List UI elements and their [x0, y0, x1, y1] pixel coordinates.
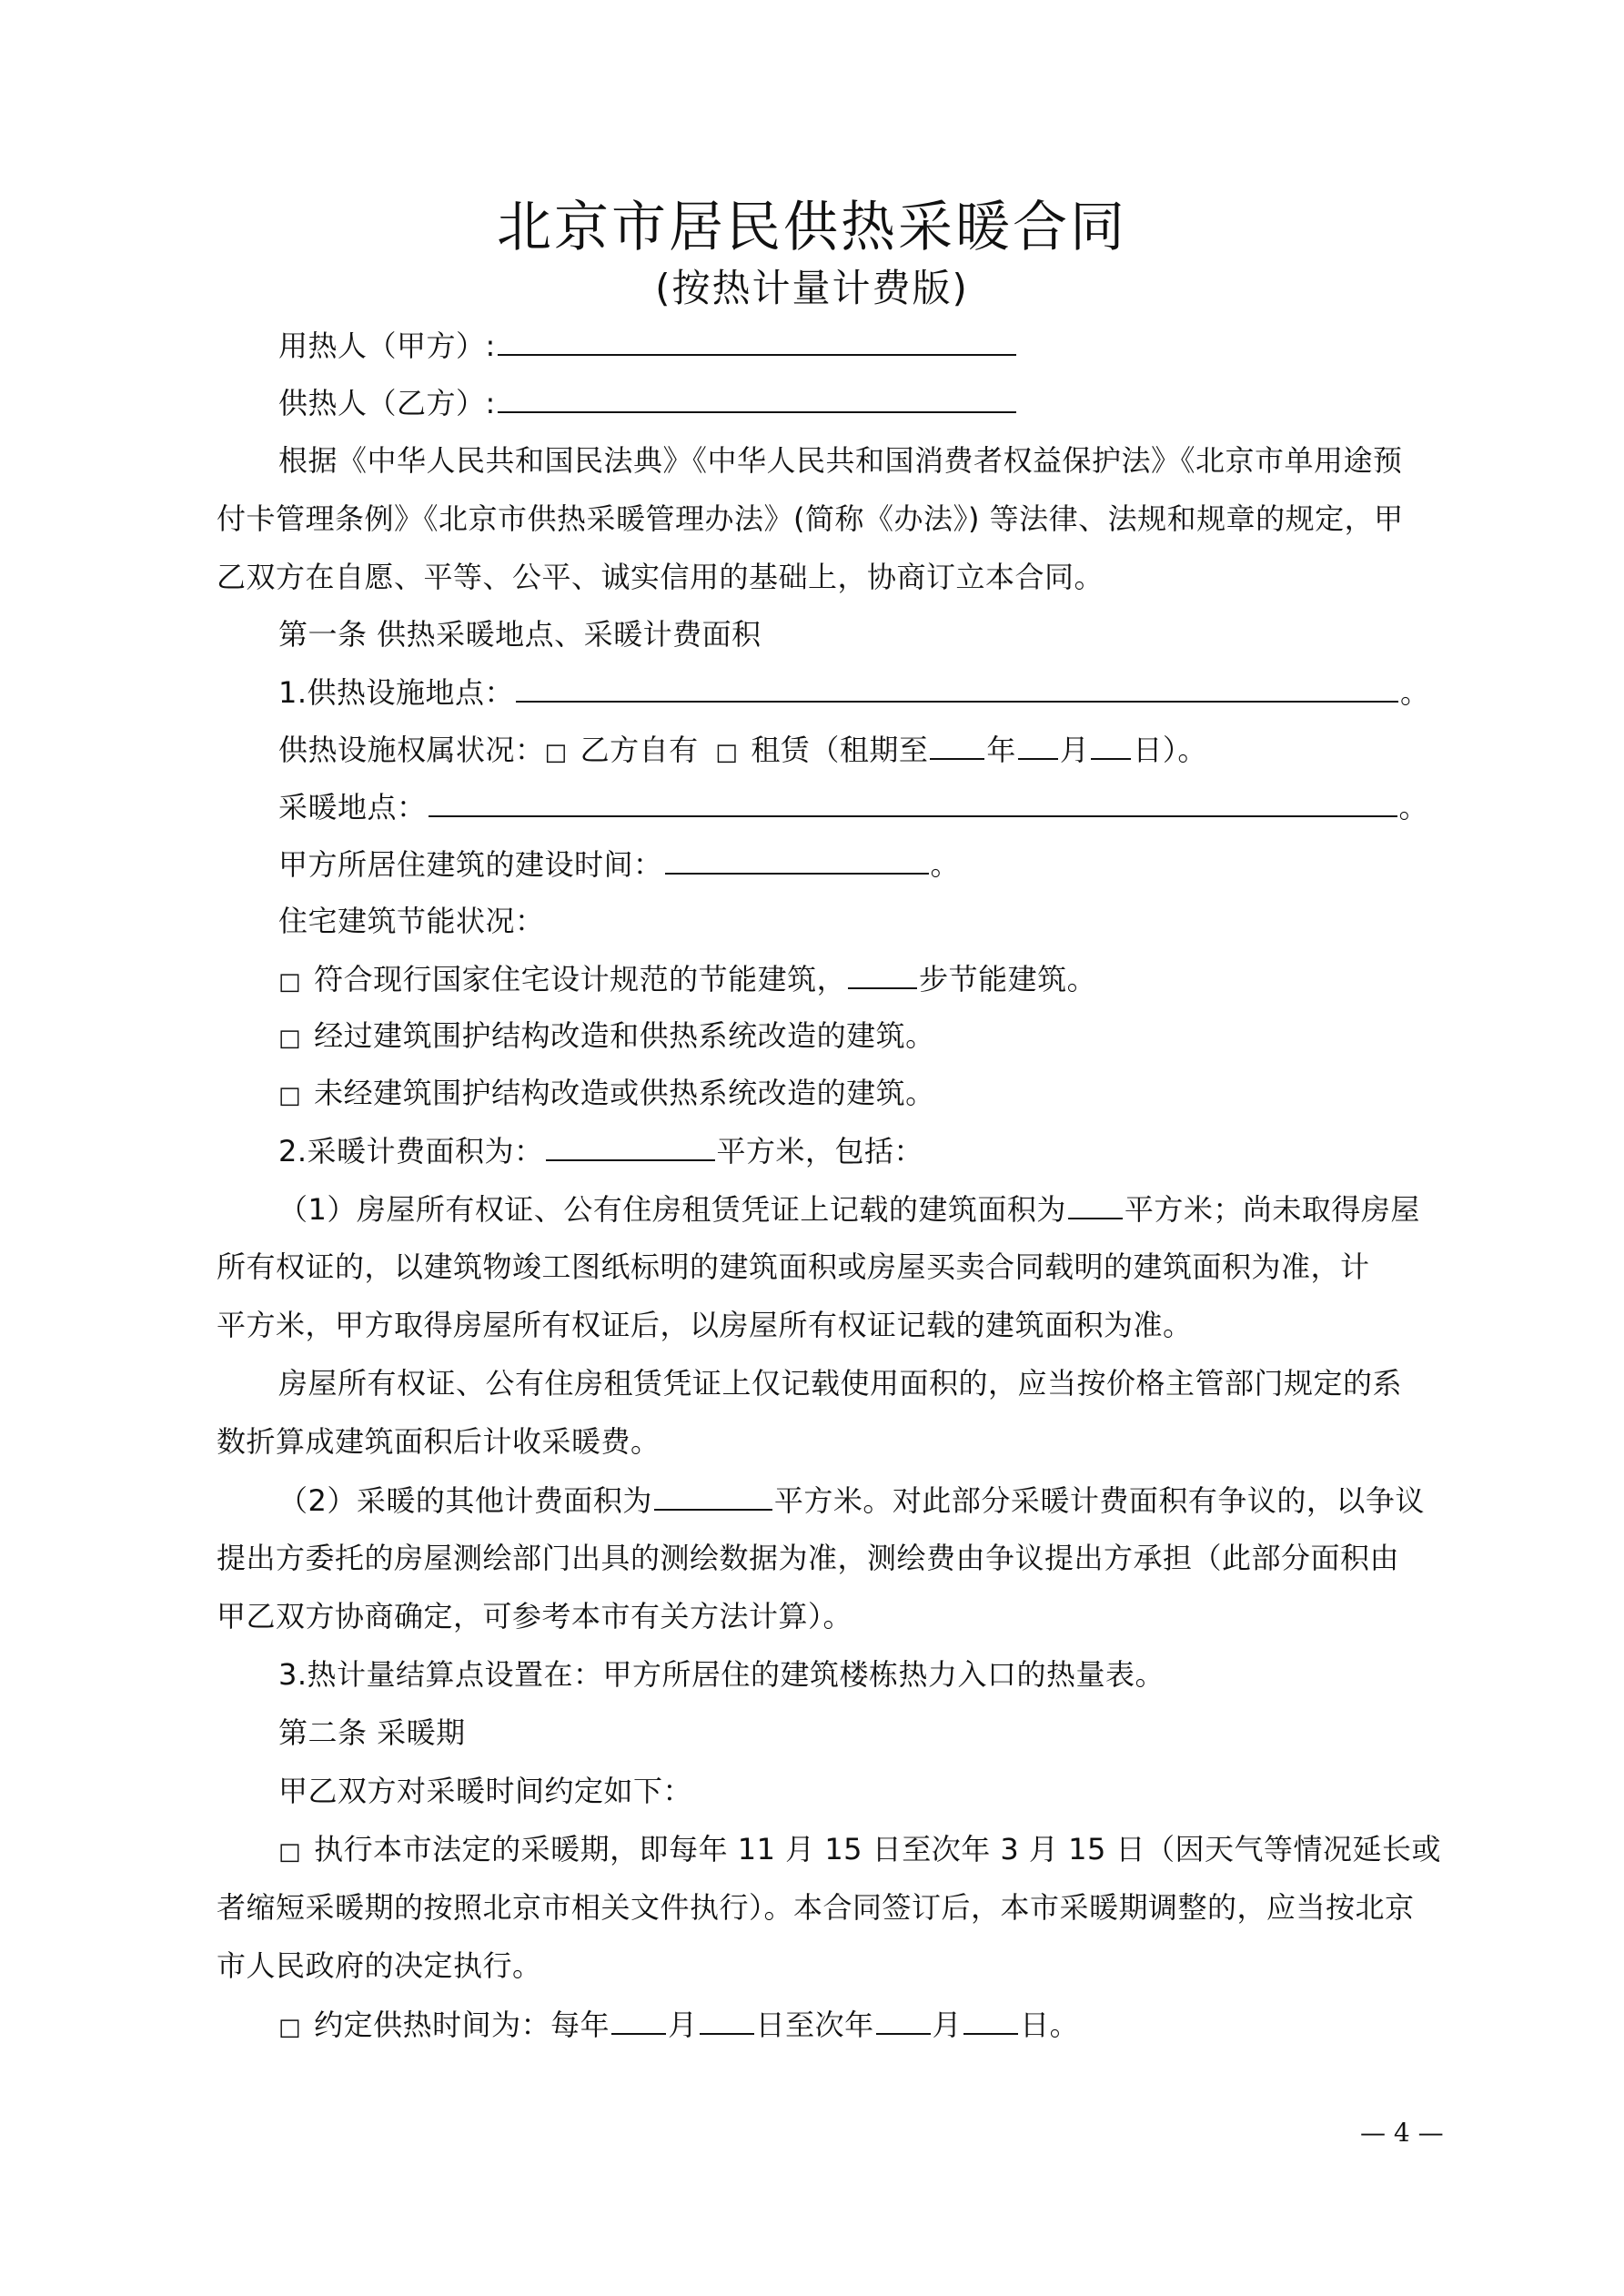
checkbox-lease[interactable]: □	[715, 739, 739, 766]
own-option-label: 乙方自有	[580, 733, 699, 767]
heating-period-option-1-line-3: 市人民政府的决定执行。	[217, 1948, 542, 1983]
meter-point-line: 3.热计量结算点设置在：甲方所居住的建筑楼栋热力入口的热量表。	[278, 1657, 1165, 1692]
preamble-line-1: 根据《中华人民共和国民法典》《中华人民共和国消费者权益保护法》《北京市单用途预	[278, 443, 1403, 478]
ownership-line	[278, 731, 1207, 771]
party-b-line	[278, 384, 1018, 421]
supply-location-blank[interactable]	[516, 673, 1398, 703]
other-area-blank[interactable]	[654, 1482, 772, 1511]
checkbox-legal-period[interactable]: □	[278, 1838, 302, 1866]
energy-step-blank[interactable]	[848, 960, 917, 989]
document-title: 北京市居民供热采暖合同	[497, 196, 1127, 259]
para1-line-1-b: 平方米；尚未取得房屋	[1124, 1192, 1420, 1227]
heating-period-option-1-text: 执行本市法定的采暖期，即每年 11 月 15 日至次年 3 月 15 日（因天气等情况延长或	[314, 1832, 1441, 1866]
area-line	[278, 1132, 923, 1169]
para1-line-2: 所有权证的，以建筑物竣工图纸标明的建筑面积或房屋买卖合同载明的建筑面积为准，计	[217, 1249, 1370, 1284]
heating-location-line	[278, 788, 1428, 825]
para2-line-1: 房屋所有权证、公有住房租赁凭证上仅记载使用面积的，应当按价格主管部门规定的系	[278, 1366, 1403, 1401]
build-time-blank[interactable]	[665, 845, 929, 875]
energy-option-1-text-a: 符合现行国家住宅设计规范的节能建筑，	[314, 962, 847, 996]
preamble-line-3: 乙双方在自愿、平等、公平、诚实信用的基础上，协商订立本合同。	[217, 560, 1105, 594]
lease-year-blank[interactable]	[930, 731, 984, 760]
lease-option-label: 租赁（租期至	[751, 733, 929, 767]
energy-option-2	[278, 1017, 935, 1057]
checkbox-energy-3[interactable]: □	[278, 1082, 302, 1109]
heating-period-option-1-line-2: 者缩短采暖期的按照北京市相关文件执行）。本合同签订后，本市采暖期调整的，应当按北京	[217, 1890, 1415, 1925]
party-a-blank[interactable]	[498, 327, 1016, 356]
agreed-day-end-label: 日。	[1020, 2008, 1080, 2042]
lease-year-label: 年	[986, 733, 1016, 767]
para3-line-2: 提出方委托的房屋测绘部门出具的测绘数据为准，测绘费由争议提出方承担（此部分面积由	[217, 1541, 1400, 1575]
heating-period-option-1-line-1	[278, 1831, 1441, 1870]
agreed-month-label: 月	[668, 2008, 698, 2042]
end-day-blank[interactable]	[963, 2006, 1018, 2035]
para3-line-1-a: （2）采暖的其他计费面积为	[278, 1483, 652, 1518]
start-month-blank[interactable]	[611, 2006, 666, 2035]
supply-location-label: 1.供热设施地点：	[278, 675, 515, 710]
para3-line-1	[278, 1482, 1425, 1519]
article1-heading: 第一条 供热采暖地点、采暖计费面积	[278, 617, 762, 652]
area-suffix: 平方米，包括：	[716, 1134, 924, 1168]
energy-option-1	[278, 960, 1096, 1000]
ownership-label: 供热设施权属状况：	[278, 733, 545, 767]
agreed-period-text-a: 约定供热时间为：每年	[314, 2008, 610, 2042]
party-b-label: 供热人（乙方）:	[278, 386, 496, 420]
checkbox-energy-2[interactable]: □	[278, 1025, 302, 1052]
heating-location-blank[interactable]	[429, 788, 1397, 817]
para1-line-1	[278, 1190, 1420, 1228]
heating-location-label: 采暖地点：	[278, 790, 427, 824]
party-a-label: 用热人（甲方）:	[278, 329, 496, 363]
heating-period-option-2	[278, 2006, 1079, 2046]
registered-area-blank[interactable]	[1068, 1190, 1123, 1219]
area-blank[interactable]	[546, 1132, 715, 1161]
energy-status-label: 住宅建筑节能状况：	[278, 904, 545, 938]
end-month-blank[interactable]	[876, 2006, 931, 2035]
page-number: — 4 —	[1360, 2118, 1444, 2148]
checkbox-own[interactable]: □	[544, 739, 568, 766]
supply-location-period: 。	[1400, 675, 1430, 710]
energy-option-1-text-b: 步节能建筑。	[919, 962, 1097, 996]
agreed-month2-label: 月	[932, 2008, 963, 2042]
document-subtitle: (按热计量计费版)	[655, 266, 969, 310]
lease-month-label: 月	[1059, 733, 1090, 767]
article2-heading: 第二条 采暖期	[278, 1715, 466, 1750]
checkbox-energy-1[interactable]: □	[278, 968, 302, 996]
build-time-period: 。	[930, 847, 961, 882]
checkbox-agreed-period[interactable]: □	[278, 2014, 302, 2041]
agreed-day-to-label: 日至次年	[755, 2008, 874, 2042]
energy-option-2-text: 经过建筑围护结构改造和供热系统改造的建筑。	[314, 1018, 935, 1053]
lease-day-label: 日）。	[1133, 733, 1207, 767]
para2-line-2: 数折算成建筑面积后计收采暖费。	[217, 1424, 661, 1459]
heating-location-period: 。	[1398, 790, 1429, 824]
para3-line-3: 甲乙双方协商确定，可参考本市有关方法计算）。	[217, 1599, 853, 1633]
energy-option-3-text: 未经建筑围护结构改造或供热系统改造的建筑。	[314, 1076, 935, 1110]
preamble-line-2: 付卡管理条例》《北京市供热采暖管理办法》(简称《办法》) 等法律、法规和规章的规定，甲	[217, 501, 1404, 536]
article2-intro: 甲乙双方对采暖时间约定如下：	[278, 1774, 693, 1808]
build-time-line	[278, 845, 960, 883]
lease-day-blank[interactable]	[1091, 731, 1131, 760]
supply-location-line	[278, 673, 1430, 711]
para1-line-1-a: （1）房屋所有权证、公有住房租赁凭证上记载的建筑面积为	[278, 1192, 1066, 1227]
para3-line-1-b: 平方米。对此部分采暖计费面积有争议的，以争议	[773, 1483, 1425, 1518]
start-day-blank[interactable]	[700, 2006, 754, 2035]
para1-line-3: 平方米，甲方取得房屋所有权证后，以房屋所有权证记载的建筑面积为准。	[217, 1308, 1193, 1342]
energy-option-3	[278, 1075, 935, 1114]
build-time-label: 甲方所居住建筑的建设时间：	[278, 847, 663, 882]
party-b-blank[interactable]	[498, 384, 1016, 413]
area-label: 2.采暖计费面积为：	[278, 1134, 544, 1168]
party-a-line	[278, 327, 1018, 364]
lease-month-blank[interactable]	[1018, 731, 1058, 760]
